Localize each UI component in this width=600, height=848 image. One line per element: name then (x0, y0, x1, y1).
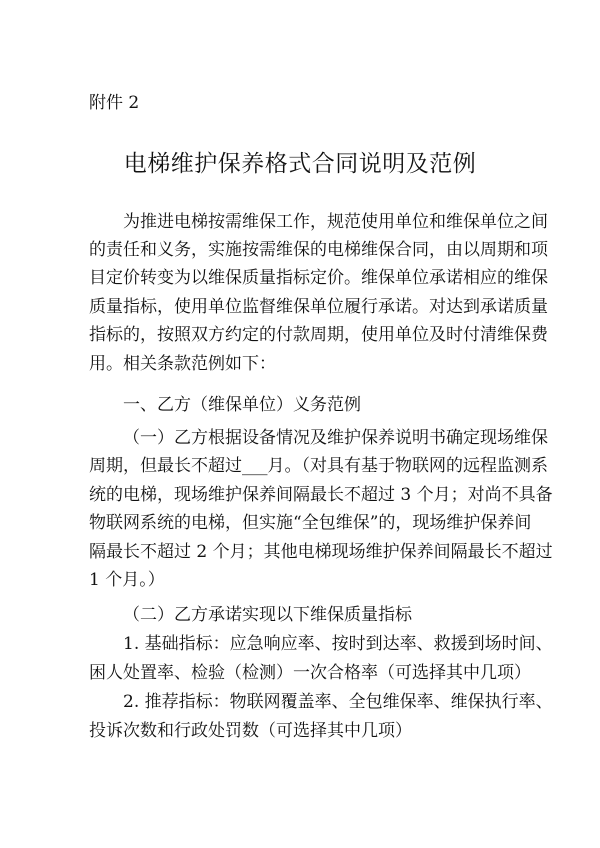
paragraph-line: 物联网系统的电梯，但实施“全包维保”的，现场维护保养间 (89, 513, 532, 533)
paragraph-line: 的责任和义务，实施按需维保的电梯维保合同，由以周期和项 (89, 240, 548, 260)
attachment-label: 附件 2 (89, 93, 140, 113)
paragraph-line: 为推进电梯按需维保工作，规范使用单位和维保单位之间 (123, 212, 548, 232)
paragraph-line: 周期，但最长不超过___月。（对具有基于物联网的远程监测系 (89, 456, 548, 476)
paragraph-line: 1 个月。） (89, 570, 165, 590)
paragraph-line: 目定价转变为以维保质量指标定价。维保单位承诺相应的维保 (89, 268, 548, 288)
subsection-heading: （二）乙方承诺实现以下维保质量指标 (123, 605, 412, 625)
list-item: 2. 推荐指标：物联网覆盖率、全包维保率、维保执行率、 (123, 692, 553, 712)
paragraph-line: 用。相关条款范例如下： (89, 354, 276, 374)
section-heading: 一、乙方（维保单位）义务范例 (123, 395, 361, 415)
paragraph-line: 指标的，按照双方约定的付款周期，使用单位及时付清维保费 (89, 325, 548, 345)
paragraph-line: 隔最长不超过 2 个月；其他电梯现场维护保养间隔最长不超过 (89, 542, 553, 562)
list-item-continuation: 困人处置率、检验（检测）一次合格率（可选择其中几项） (89, 663, 531, 683)
paragraph-line: 质量指标，使用单位监督维保单位履行承诺。对达到承诺质量 (89, 297, 548, 317)
list-item: 1. 基础指标：应急响应率、按时到达率、救援到场时间、 (123, 634, 553, 654)
document-title: 电梯维护保养格式合同说明及范例 (123, 151, 477, 177)
paragraph-line: 统的电梯，现场维护保养间隔最长不超过 3 个月；对尚不具备 (89, 485, 553, 505)
paragraph-line: （一）乙方根据设备情况及维护保养说明书确定现场维保 (123, 428, 548, 448)
list-item-continuation: 投诉次数和行政处罚数（可选择其中几项） (89, 721, 412, 741)
